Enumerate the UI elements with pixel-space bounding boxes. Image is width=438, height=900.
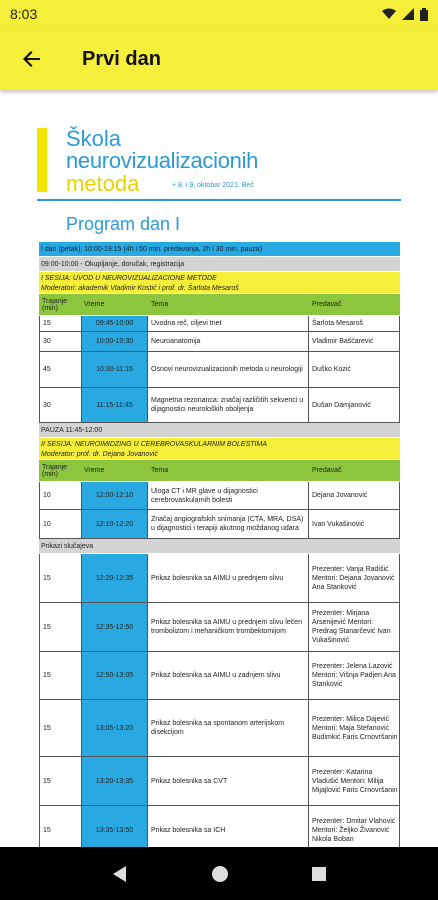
logo-line-2: neurovizualizacionih: [66, 148, 259, 173]
cell-topic: Značaj angiografskih snimanja (CTA, MRA, DSA) u dijagnostici i terapiji akutnog moždanog udara: [148, 510, 309, 538]
info-row: [39, 423, 400, 438]
table-header: [39, 294, 400, 316]
header-duration: Trajanje (min): [42, 463, 68, 478]
header-time: Vreme: [84, 301, 105, 308]
cell-topic: Uvodna reč, ciljevi tnet: [148, 316, 309, 331]
back-button[interactable]: [0, 28, 64, 90]
info-row: [39, 257, 400, 272]
cell-duration: 30: [39, 388, 81, 422]
cell-time: 09:45-10:00: [81, 316, 148, 331]
cell-time: 12:50-13:05: [81, 652, 148, 699]
row-text: I dan (petak), 10:00-19:15 (4h i 50 min. predavanja, 2h i 30 min. pauza): [41, 246, 263, 253]
table-row: [39, 652, 400, 700]
status-time: 8:03: [10, 6, 38, 22]
table-header: [39, 460, 400, 482]
event-date: + 8. i 9. oktobar 2021. Beč: [172, 182, 254, 189]
header-speaker: Predavač: [312, 467, 342, 474]
navigation-bar: [0, 847, 438, 900]
info-row: [39, 242, 400, 257]
header-topic: Tema: [151, 301, 169, 308]
cell-time: 13:35-13:50: [81, 806, 148, 847]
cell-topic: Prikaz bolesnika sa CVT: [148, 757, 309, 805]
table-row: [39, 510, 400, 539]
row-subtext: Moderator: prof. dr. Dejana Jovanović: [41, 451, 158, 458]
cell-speaker: Prezenter: Katarina Vladušić Mentori: Milija Mijajlović Faris Crnovršanin: [309, 757, 400, 805]
document-viewer[interactable]: [0, 90, 438, 847]
cell-topic: Neuroanatomija: [148, 332, 309, 351]
wifi-icon: [382, 8, 396, 20]
row-text: PAUZA 11:45-12:00: [41, 427, 103, 434]
cell-time: 13:05-13:20: [81, 700, 148, 756]
header-time: Vreme: [84, 467, 105, 474]
cell-speaker: Duško Kozić: [309, 352, 400, 387]
status-bar: [0, 0, 438, 28]
table-row: [39, 388, 400, 423]
cell-duration: 15: [39, 554, 81, 602]
program-title: Program dan I: [66, 214, 181, 234]
program-table: [39, 242, 400, 847]
nav-back-icon[interactable]: [111, 865, 129, 883]
table-row: [39, 352, 400, 388]
cell-topic: Osnovi neurovizualizacionih metoda u neurologiji: [148, 352, 309, 387]
table-row: [39, 603, 400, 652]
battery-icon: [420, 8, 428, 21]
row-text: II SESIJA: NEUROIMIDZING U CEREBROVASKULARNIM BOLESTIMA: [41, 441, 267, 448]
logo-line-3: metoda: [66, 171, 140, 196]
cell-topic: Prikaz bolesnika sa AIMU u zadnjem slivu: [148, 652, 309, 699]
session-row: [39, 272, 400, 294]
cell-duration: 15: [39, 806, 81, 847]
cell-speaker: Šarlota Mesaroš: [309, 316, 400, 331]
cell-speaker: Prezenter: Dmitar Vlahović Mentori: Željko Živanović Nikola Boban: [309, 806, 400, 847]
cell-speaker: Vladimir Bašćarević: [309, 332, 400, 351]
table-row: [39, 554, 400, 603]
cell-speaker: Prezenter: Jelena Lazović Mentori: Višnja Padjen Ana Stanković: [309, 652, 400, 699]
cell-time: 10:30-11:15: [81, 352, 148, 387]
cell-time: 11:15-11:45: [81, 388, 148, 422]
table-row: [39, 757, 400, 806]
cell-time: 12:10-12:20: [81, 510, 148, 538]
cell-speaker: Prezenter: Mirjana Arsenijević Mentori: Predrag Stanarčević Ivan Vukašinović: [309, 603, 400, 651]
arrow-back-icon: [22, 49, 42, 69]
cell-duration: 15: [39, 700, 81, 756]
signal-icon: [402, 8, 414, 20]
logo-line-1: Škola: [66, 126, 122, 151]
table-row: [39, 700, 400, 757]
table-row: [39, 316, 400, 332]
header-topic: Tema: [151, 467, 169, 474]
page-title: Prvi dan: [82, 47, 161, 70]
row-text: Prikazi slučajeva: [41, 543, 94, 550]
cell-duration: 45: [39, 352, 81, 387]
cell-duration: 15: [39, 316, 81, 331]
cell-speaker: Prezenter: Vanja Radišić Mentori: Dejana Jovanović Ana Stanković: [309, 554, 400, 602]
nav-recents-icon[interactable]: [311, 866, 327, 882]
cell-speaker: Dejana Jovanović: [309, 482, 400, 509]
header-speaker: Predavač: [312, 301, 342, 308]
cell-speaker: Ivan Vukašinović: [309, 510, 400, 538]
cell-time: 12:20-12:35: [81, 554, 148, 602]
cell-speaker: Prezenter: Milica Dajević Mentori: Maja Stefanović Budimkić Faris Crnovršanin: [309, 700, 400, 756]
header-duration: Trajanje (min): [42, 297, 68, 312]
cell-time: 12:35-12:50: [81, 603, 148, 651]
status-icons: [382, 8, 428, 21]
divider: [37, 199, 401, 201]
cell-time: 10:00-10:30: [81, 332, 148, 351]
row-text: I SESIJA: UVOD U NEUROVIZUALIZACIONE METODE: [41, 275, 217, 282]
cell-time: 12:00-12:10: [81, 482, 148, 509]
info-row: [39, 539, 400, 554]
cell-topic: Magnetna rezonanca: značaj različitih sekvenci u dijagnostici neuroloških oboljenja: [148, 388, 309, 422]
cell-duration: 10: [39, 510, 81, 538]
row-subtext: Moderatori: akademik Vladimir Kostić i prof. dr. Šarlota Mesaroš: [41, 285, 239, 292]
cell-topic: Prikaz bolesnika sa spontanom arterijskom disekcijom: [148, 700, 309, 756]
table-row: [39, 482, 400, 510]
cell-topic: Prikaz bolesnika sa ICH: [148, 806, 309, 847]
nav-home-icon[interactable]: [211, 865, 229, 883]
cell-speaker: Dušan Damjanović: [309, 388, 400, 422]
cell-duration: 30: [39, 332, 81, 351]
app-bar: [0, 28, 438, 90]
table-row: [39, 806, 400, 847]
cell-topic: Prikaz bolesnika sa AIMU u prednjem slivu: [148, 554, 309, 602]
cell-topic: Prikaz bolesnika sa AIMU u prednjem slivu lečen trombolizom i mehaničkom trombektomijom: [148, 603, 309, 651]
cell-topic: Uloga CT i MR glave u dijagnostici cerebrovaskularnih bolesti: [148, 482, 309, 509]
row-text: 09:00-10:00 - Okupljanje, doručak, registracija: [41, 261, 185, 268]
cell-time: 13:20-13:35: [81, 757, 148, 805]
cell-duration: 15: [39, 652, 81, 699]
table-row: [39, 332, 400, 352]
cell-duration: 10: [39, 482, 81, 509]
logo-accent-bar: [37, 128, 47, 192]
session-row: [39, 438, 400, 460]
cell-duration: 15: [39, 757, 81, 805]
cell-duration: 15: [39, 603, 81, 651]
